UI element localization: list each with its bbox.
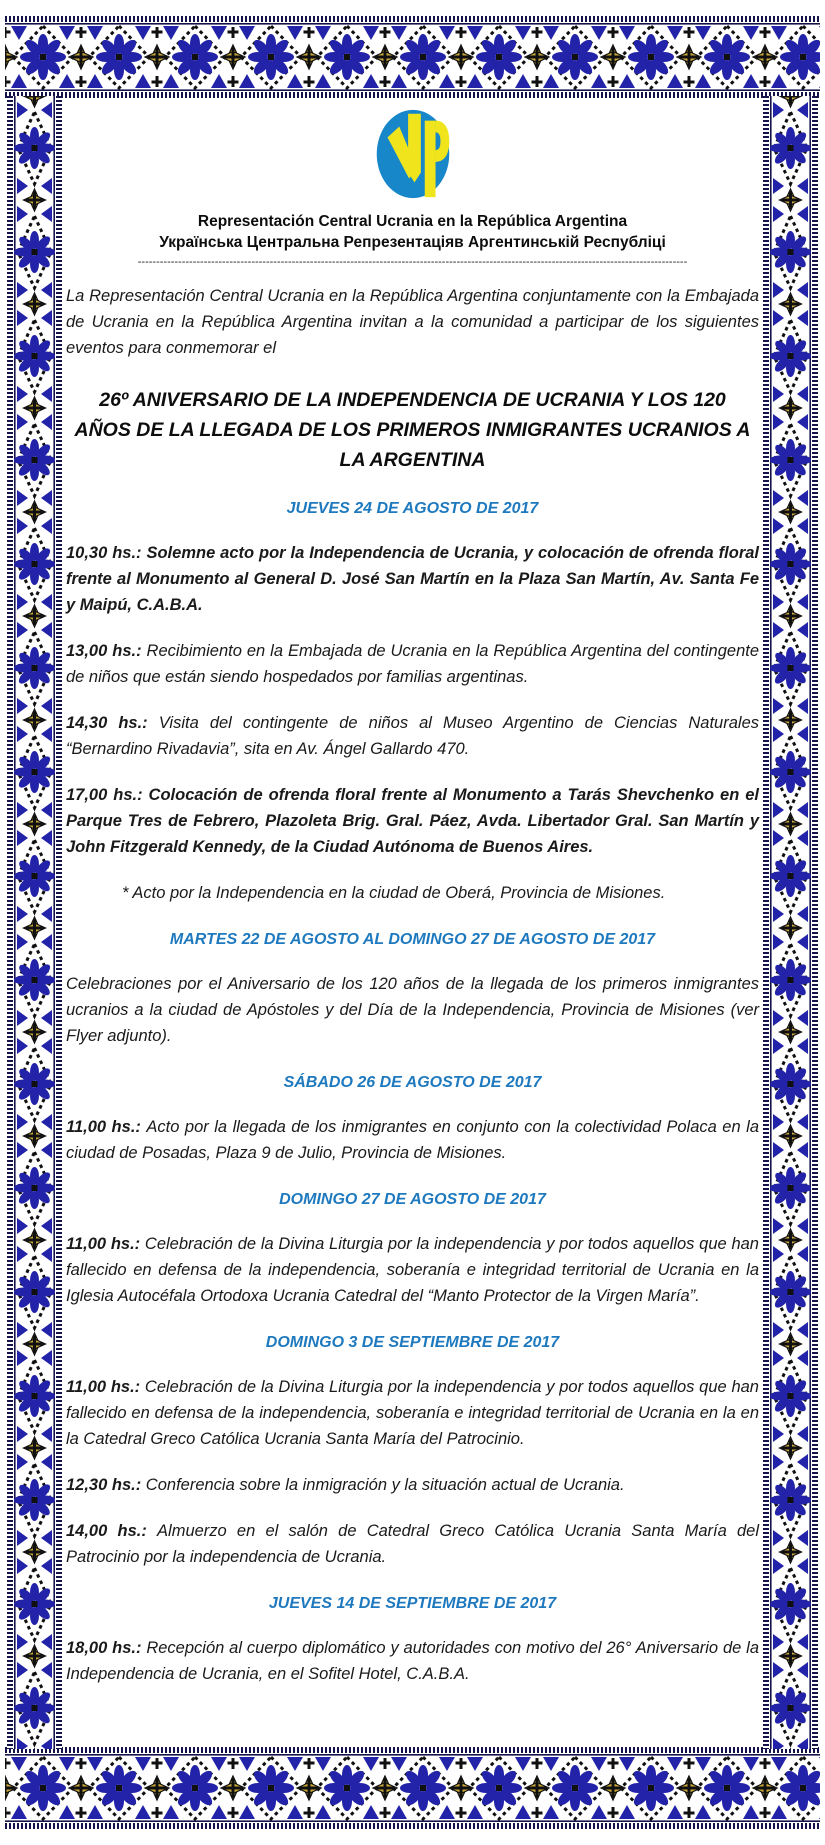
event-description: Celebración de la Divina Liturgia por la independencia y por todos aquellos que han fallecido en defensa de la independencia, soberanía e integridad territorial de Ucrania en la Iglesia Autocéfala Ortodoxa Ucrania Catedral del “Manto Protector de la Virgen María”. — [66, 1235, 759, 1305]
embroidery-border-bottom — [5, 1747, 820, 1829]
event-description: Visita del contingente de niños al Museo Argentino de Ciencias Naturales “Bernardino Rivadavia”, sita en Av. Ángel Gallardo 470. — [66, 714, 759, 758]
event-item — [66, 1518, 759, 1570]
event-time: 18,00 hs.: — [66, 1639, 147, 1657]
event-time: 10,30 hs.: — [66, 544, 147, 562]
event-time: 17,00 hs.: — [66, 786, 149, 804]
paragraph: Celebraciones por el Aniversario de los 120 años de la llegada de los primeros inmigrantes ucranios a la ciudad de Apóstoles y del Día de la Independencia, Provincia de Misiones (ver Flyer adjunto). — [66, 975, 759, 1045]
organization-name-spanish: Representación Central Ucrania en la República Argentina — [197, 213, 628, 230]
event-item — [66, 782, 759, 860]
dashed-separator: ------------------------------------------------------------------------------------------------------------------------------------------------------ — [137, 256, 688, 268]
embroidery-border-top — [5, 16, 820, 98]
event-time: 11,00 hs.: — [66, 1378, 145, 1396]
event-item — [66, 1635, 759, 1687]
event-time: 13,00 hs.: — [66, 642, 147, 660]
intro-paragraph: La Representación Central Ucrania en la República Argentina conjuntamente con la Embajada de Ucrania en la República Argentina invitan a la comunidad a participar de los siguientes eventos para conmemorar el — [66, 287, 759, 357]
event-item — [66, 710, 759, 762]
event-description: Solemne acto por la Independencia de Ucrania, y colocación de ofrenda floral frente al Monumento al General D. José San Martín en la Plaza San Martín, Av. Santa Fe y Maipú, C.A.B.A. — [66, 544, 759, 614]
event-description: Almuerzo en el salón de Catedral Greco Católica Ucrania Santa María del Patrocinio por la independencia de Ucrania. — [66, 1522, 759, 1566]
trident-monogram-icon — [367, 104, 459, 204]
date-heading: JUEVES 14 DE SEPTIEMBRE DE 2017 — [268, 1595, 557, 1612]
date-heading: DOMINGO 27 DE AGOSTO DE 2017 — [279, 1191, 546, 1208]
event-item — [66, 540, 759, 618]
event-schedule — [66, 498, 759, 1687]
event-time: 14,00 hs.: — [66, 1522, 158, 1540]
embroidery-border-left — [7, 96, 62, 1749]
embroidery-border-right — [763, 96, 818, 1749]
event-description: Acto por la llegada de los inmigrantes en conjunto con la colectividad Polaca en la ciudad de Posadas, Plaza 9 de Julio, Provincia de Misiones. — [66, 1118, 759, 1162]
event-item — [66, 638, 759, 690]
date-heading: MARTES 22 DE AGOSTO AL DOMINGO 27 DE AGOSTO DE 2017 — [169, 931, 656, 948]
event-item — [66, 1374, 759, 1452]
event-item — [66, 1231, 759, 1309]
event-description: Colocación de ofrenda floral frente al Monumento a Tarás Shevchenko en el Parque Tres de Febrero, Plazoleta Brig. Gral. Páez, Avda. Libertador Gral. San Martín y John Fitzgerald Kennedy, de la Ciudad Autónoma de Buenos Aires. — [66, 786, 759, 856]
event-time: 12,30 hs.: — [66, 1476, 146, 1494]
date-heading: JUEVES 24 DE AGOSTO DE 2017 — [286, 500, 539, 517]
event-description: Conferencia sobre la inmigración y la situación actual de Ucrania. — [145, 1476, 625, 1494]
event-time: 11,00 hs.: — [66, 1118, 147, 1136]
date-heading: SÁBADO 26 DE AGOSTO DE 2017 — [283, 1074, 542, 1091]
event-description: Celebración de la Divina Liturgia por la independencia y por todos aquellos que han fallecido en defensa de la independencia, soberanía e integridad territorial de Ucrania en la en la Catedral Greco Católica Ucrania Santa María del Patrocinio. — [66, 1378, 759, 1448]
flyer-content — [66, 100, 759, 1687]
event-description: Recibimiento en la Embajada de Ucrania en la República Argentina del contingente de niños que están siendo hospedados por familias argentinas. — [66, 642, 760, 686]
organization-name-ukrainian: Українська Центральна Репрезентаціяв Аргентинській Республіці — [159, 234, 666, 251]
date-heading: DOMINGO 3 DE SEPTIEMBRE DE 2017 — [265, 1334, 560, 1351]
main-title: 26º ANIVERSARIO DE LA INDEPENDENCIA DE UCRANIA Y LOS 120 AÑOS DE LA LLEGADA DE LOS PRIMEROS INMIGRANTES UCRANIOS A LA ARGENTINA — [74, 389, 751, 471]
event-item — [66, 1472, 759, 1498]
event-time: 11,00 hs.: — [66, 1235, 145, 1253]
event-time: 14,30 hs.: — [66, 714, 159, 732]
note-item: * Acto por la Independencia en la ciudad de Oberá, Provincia de Misiones. — [122, 884, 666, 902]
event-description: Recepción al cuerpo diplomático y autoridades con motivo del 26° Aniversario de la Independencia de Ucrania, en el Sofitel Hotel, C.A.B.A. — [66, 1639, 759, 1683]
event-item — [66, 1114, 759, 1166]
organization-logo — [66, 104, 759, 209]
